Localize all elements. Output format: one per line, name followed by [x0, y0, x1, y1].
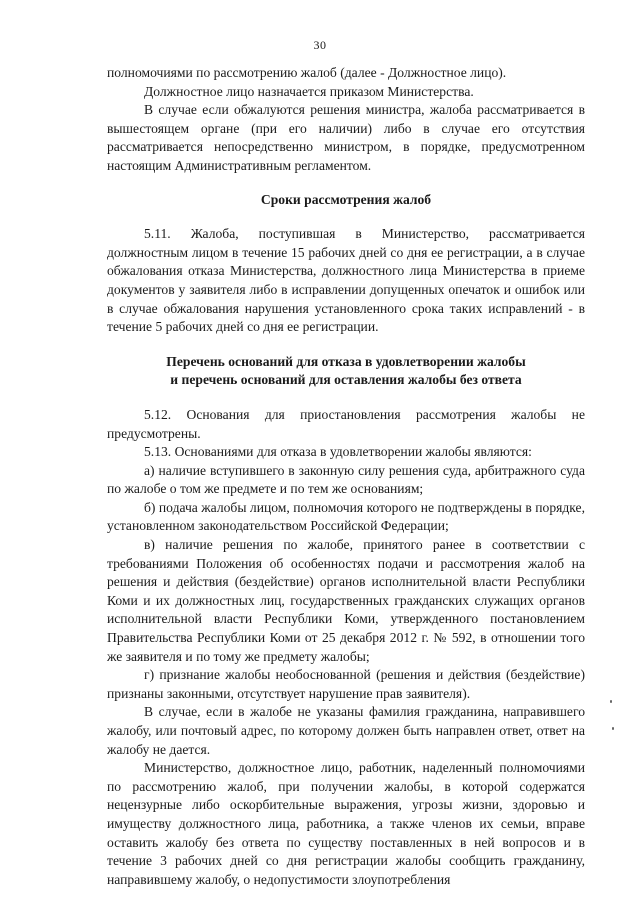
section-heading-grounds-line1: Перечень оснований для отказа в удовлетворении жалобы [166, 353, 526, 369]
document-body [107, 64, 585, 889]
section-5-11: 5.11. Жалоба, поступившая в Министерство, рассматривается должностным лицом в течение 15 рабочих дней со дня ее регистрации, а в случае обжалования отказа Министерства, должностного лица Министерства в приеме документов у заявителя либо в исправлении допущенных опечаток и ошибок или в случае обжалования нарушения установленного срока таких исправлений - в течение 5 рабочих дней со дня ее регистрации. [107, 226, 585, 335]
paragraph-no-name: В случае, если в жалобе не указаны фамилия гражданина, направившего жалобу, или почтовый адрес, по которому должен быть направлен ответ, ответ на жалобу не дается. [107, 704, 585, 757]
scan-speck [610, 700, 612, 703]
list-item-a: а) наличие вступившего в законную силу решения суда, арбитражного суда по жалобе о том же предмете и по тем же основаниям; [107, 462, 585, 497]
list-item-b: б) подача жалобы лицом, полномочия которого не подтверждены в порядке, установленном законодательством Российской Федерации; [107, 499, 585, 534]
section-heading-grounds-line2: и перечень оснований для оставления жалобы без ответа [170, 372, 522, 388]
paragraph-appointment: Должностное лицо назначается приказом Министерства. [144, 83, 474, 99]
paragraph-minister-appeal: В случае если обжалуются решения министра, жалоба рассматривается в вышестоящем органе (при его наличии) либо в случае его отсутствия рассматривается непосредственно министром, в порядке, предусмотренном настоящим Административным регламентом. [107, 102, 585, 173]
page-number: 30 [313, 38, 327, 52]
paragraph-continuation: полномочиями по рассмотрению жалоб (далее - Должностное лицо). [107, 65, 507, 80]
paragraph-ministry-offensive: Министерство, должностное лицо, работник, наделенный полномочиями по рассмотрению жалоб, при получении жалобы, в которой содержатся нецензурные либо оскорбительные выражения, угрозы жизни, здоровью и имуществу должностного лица, работника, а также членов их семьи, вправе оставить жалобу без ответа по существу поставленных в ней вопросов и в течение 3 рабочих дней со дня регистрации жалобы сообщить гражданину, направившему жалобу, о недопустимости злоупотребления [107, 760, 585, 887]
section-heading-grounds [107, 353, 585, 390]
section-5-13: 5.13. Основаниями для отказа в удовлетворении жалобы являются: [144, 444, 532, 460]
list-item-v: в) наличие решения по жалобе, принятого ранее в соответствии с требованиями Положения об особенностях подачи и рассмотрения жалоб на решения и действия (бездействие) органов исполнительной власти Республики Коми и их должностных лиц, государственных гражданских служащих органов исполнительной власти Республики Коми, утвержденного постановлением Правительства Республики Коми от 25 декабря 2012 г. № 592, в отношении того же заявителя и по тому же предмету жалобы; [107, 537, 585, 664]
section-heading-terms: Сроки рассмотрения жалоб [260, 191, 432, 207]
scan-speck [612, 727, 614, 730]
list-item-g: г) признание жалобы необоснованной (решения и действия (бездействие) признаны законными, отсутствует нарушение прав заявителя). [107, 667, 585, 701]
section-5-12: 5.12. Основания для приостановления рассмотрения жалобы не предусмотрены. [107, 406, 585, 441]
